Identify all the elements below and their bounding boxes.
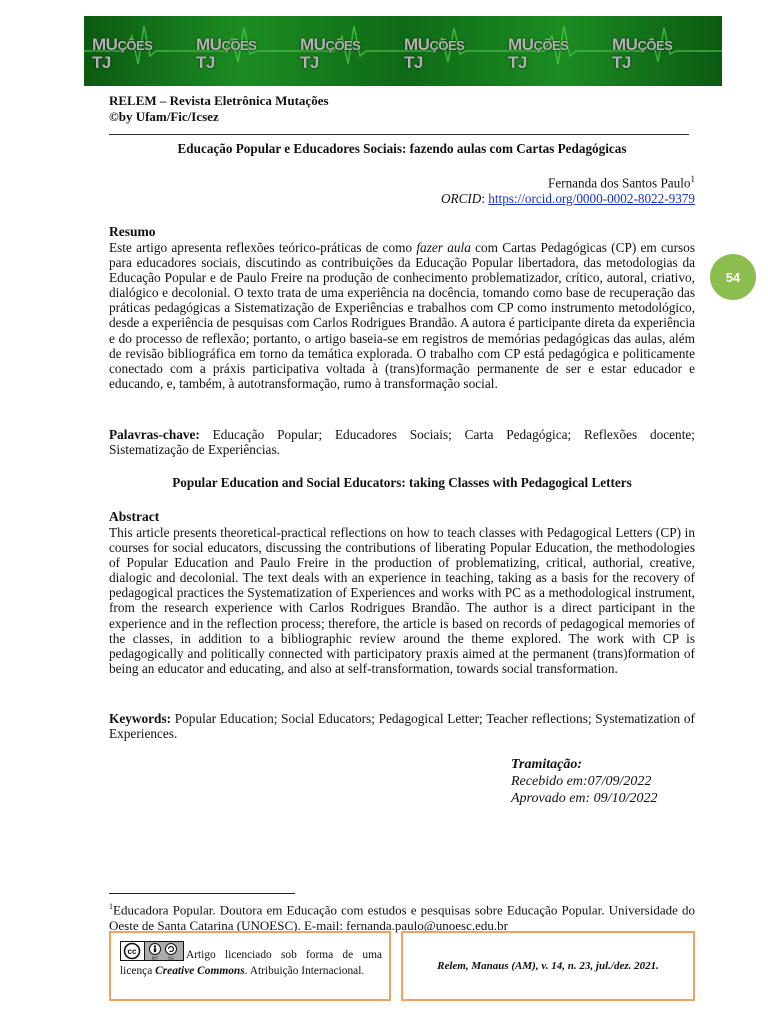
footnote-ref[interactable]: 1 <box>690 174 695 184</box>
article-title-en: Popular Education and Social Educators: taking Classes with Pedagogical Letters <box>172 475 632 490</box>
author-line <box>548 174 695 191</box>
banner-logo: MUÇÕES TJ <box>300 35 361 72</box>
article-title-pt: Educação Popular e Educadores Sociais: fazendo aulas com Cartas Pedagógicas <box>177 141 627 156</box>
keywords: Keywords: Popular Education; Social Educators; Pedagogical Letter; Teacher reflections; Systematization of Experiences. <box>109 711 695 742</box>
approved-date: Aprovado em: 09/10/2022 <box>511 791 658 806</box>
orcid-label: ORCID <box>441 191 482 206</box>
page-number-badge: 54 <box>710 254 756 300</box>
abstract-text: This article presents theoretical-practical reflections on how to teach classes with Pedagogical Letters (CP) in courses for social educators, discussing the contributions of liberating Popular Education, the methodologies of Popular Education and Paulo Freire in the production of problematizing, critical, authorial, creative, dialogic and decolonial. The text deals with an experience in teaching, taking as a basis for the recovery of pedagogical practices the Systematization of Experiences and works with PC as a methodological instrument, from the research experience with Carlos Rodrigues Brandão. The author is a direct participant in the experience and in the reflection process; therefore, the article is based on records of pedagogical memories of the classes, in addition to a bibliographic review around the theme explored. The work with CP is pedagogically and politically connected with participatory praxis aimed at the permanent (trans)formation of being an educator and educating, and also at self-transformation, towards social transformation. <box>109 525 695 676</box>
sa-badge-text: SA <box>167 955 175 961</box>
resumo-text: Este artigo apresenta reflexões teórico-práticas de como fazer aula com Cartas Pedagógicas (CP) em cursos para educadores sociais, discutindo as contribuições da Educação Popular libertadora, das metodologias da Educação Popular e de Paulo Freire na produção de conhecimento problematizador, crítico, autoral, criativo, dialógico e decolonial. O texto trata de uma experiência na docência, tomando como base de recuperação das práticas pedagógicas a Sistematização de Experiências e trabalhos com CP como instrumento metodológico, desde a experiência de pesquisas com Carlos Rodrigues Brandão. A autora é participante direta da experiência e do processo de reflexão; portanto, o artigo baseia-se em registros de memórias pedagógicas das aulas, além de revisão bibliográfica em torno da temática explorada. O trabalho com CP está pedagógica e politicamente conectado com a práxis participativa voltada à (trans)formação permanente de ser e estar educador e educando, e, também, à autotransformação, rumo à transformação social. <box>109 240 695 391</box>
orcid-link[interactable]: https://orcid.org/0000-0002-8022-9379 <box>488 191 695 206</box>
banner-logo: MUÇÕES TJ <box>612 35 673 72</box>
author-name: Fernanda dos Santos Paulo <box>548 175 691 191</box>
journal-name: RELEM – Revista Eletrônica Mutações <box>109 93 329 108</box>
footnote: $^1$Educadora Popular. Doutora em Educação com estudos e pesquisas sobre Educação Popular. Universidade do Oeste de Santa Catarina (UNOESC). E-mail: fernanda.paulo@unoesc.edu.br <box>109 902 695 934</box>
palavras-chave-label: Palavras-chave: <box>109 427 200 442</box>
banner-logo: MUÇÕES TJ <box>92 35 153 72</box>
banner-logo: MUÇÕES TJ <box>196 35 257 72</box>
resumo-heading: Resumo <box>109 224 156 239</box>
banner-logo: MUÇÕES TJ <box>404 35 465 72</box>
keywords-label: Keywords: <box>109 711 172 726</box>
by-badge-text: BY <box>151 955 159 961</box>
journal-banner <box>84 16 722 86</box>
received-date: Recebido em:07/09/2022 <box>511 774 652 789</box>
cc-badge-text: cc <box>127 947 137 956</box>
footnote-divider <box>109 893 295 894</box>
citation-text: Relem, Manaus (AM), v. 14, n. 23, jul./dez. 2021. <box>437 960 659 972</box>
header-divider <box>109 134 689 135</box>
abstract-heading: Abstract <box>109 509 160 524</box>
banner-logo: MUÇÕES TJ <box>508 35 569 72</box>
tramitacao-block <box>511 756 657 807</box>
copyright-line: ©by Ufam/Fic/Icsez <box>109 109 219 124</box>
creative-commons-link[interactable]: Creative Commons <box>155 964 245 977</box>
citation-box <box>401 931 695 1001</box>
orcid-line: ORCID: https://orcid.org/0000-0002-8022-9379 <box>441 191 695 206</box>
license-text: Artigo licenciado sob forma de uma licença Creative Commons. Atribuição Internacional. <box>120 949 382 977</box>
tramitacao-label: Tramitação: <box>511 757 583 772</box>
palavras-chave: Palavras-chave: Educação Popular; Educadores Sociais; Carta Pedagógica; Reflexões docente; Sistematização de Experiências. <box>109 427 695 458</box>
